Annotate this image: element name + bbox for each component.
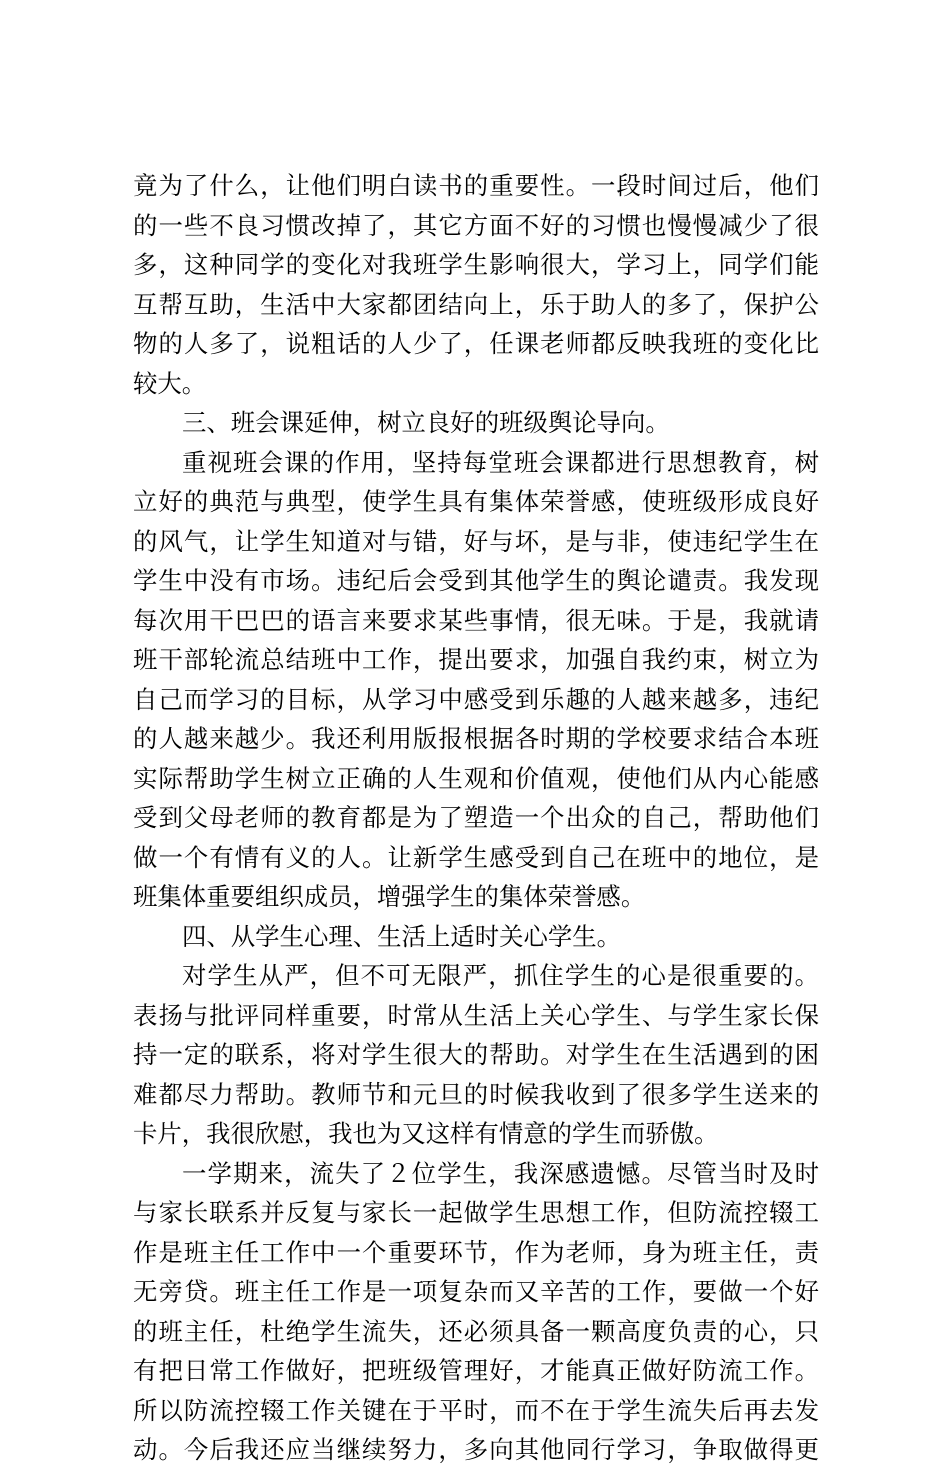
- text-line: 互帮互助，生活中大家都团结向上，乐于助人的多了，保护公: [133, 289, 819, 319]
- text-line: 表扬与批评同样重要，时常从生活上关心学生、与学生家长保: [133, 1000, 819, 1030]
- text-line: 卡片，我很欣慰，我也为又这样有情意的学生而骄傲。: [133, 1119, 719, 1148]
- paragraph-first-line: 一学期来，流失了２位学生，我深感遗憾。尽管当时及时: [182, 1158, 819, 1188]
- document-body: [133, 166, 819, 1470]
- text-line: 所以防流控辍工作关键在于平时，而不在于学生流失后再去发: [133, 1395, 819, 1425]
- text-line: 较大。: [133, 368, 207, 398]
- text-line: 班干部轮流总结班中工作，提出要求，加强自我约束，树立为: [133, 645, 819, 674]
- text-line: 自己而学习的目标，从学习中感受到乐趣的人越来越多，违纪: [133, 684, 819, 714]
- text-line: 难都尽力帮助。教师节和元旦的时候我收到了很多学生送来的: [133, 1079, 819, 1109]
- text-line: 做一个有情有义的人。让新学生感受到自己在班中的地位，是: [133, 842, 819, 872]
- text-line: 的风气，让学生知道对与错，好与坏，是与非，使违纪学生在: [133, 526, 819, 556]
- text-line: 无旁贷。班主任工作是一项复杂而又辛苦的工作，要做一个好: [133, 1277, 819, 1306]
- section-heading: 四、从学生心理、生活上适时关心学生。: [182, 921, 622, 951]
- text-line: 立好的典范与典型，使学生具有集体荣誉感，使班级形成良好: [133, 487, 819, 516]
- text-line: 学生中没有市场。违纪后会受到其他学生的舆论谴责。我发现: [133, 566, 819, 595]
- text-line: 有把日常工作做好，把班级管理好，才能真正做好防流工作。: [133, 1356, 819, 1385]
- paragraph-first-line: 重视班会课的作用，坚持每堂班会课都进行思想教育，树: [182, 447, 819, 477]
- text-line: 受到父母老师的教育都是为了塑造一个出众的自己，帮助他们: [133, 803, 819, 832]
- text-line: 的班主任，杜绝学生流失，还必须具备一颗高度负责的心，只: [133, 1316, 819, 1346]
- text-line: 的人越来越少。我还利用版报根据各时期的学校要求结合本班: [133, 724, 819, 753]
- text-line: 每次用干巴巴的语言来要求某些事情，很无味。于是，我就请: [133, 605, 819, 635]
- text-line: 竟为了什么，让他们明白读书的重要性。一段时间过后，他们: [133, 171, 819, 200]
- section-heading: 三、班会课延伸，树立良好的班级舆论导向。: [182, 408, 670, 437]
- text-line: 班集体重要组织成员，增强学生的集体荣誉感。: [133, 882, 646, 911]
- text-line: 与家长联系并反复与家长一起做学生思想工作，但防流控辍工: [133, 1198, 819, 1227]
- text-line: 多，这种同学的变化对我班学生影响很大，学习上，同学们能: [133, 250, 819, 279]
- text-line: 持一定的联系，将对学生很大的帮助。对学生在生活遇到的困: [133, 1040, 819, 1069]
- text-line: 动。今后我还应当继续努力，多向其他同行学习，争取做得更: [133, 1435, 819, 1464]
- text-line: 物的人多了，说粗话的人少了，任课老师都反映我班的变化比: [133, 329, 819, 358]
- text-line: 的一些不良习惯改掉了，其它方面不好的习惯也慢慢减少了很: [133, 210, 819, 240]
- text-line: 实际帮助学生树立正确的人生观和价值观，使他们从内心能感: [133, 763, 819, 793]
- paragraph-first-line: 对学生从严，但不可无限严，抓住学生的心是很重要的。: [182, 961, 819, 990]
- text-line: 作是班主任工作中一个重要环节，作为老师，身为班主任，责: [133, 1237, 819, 1267]
